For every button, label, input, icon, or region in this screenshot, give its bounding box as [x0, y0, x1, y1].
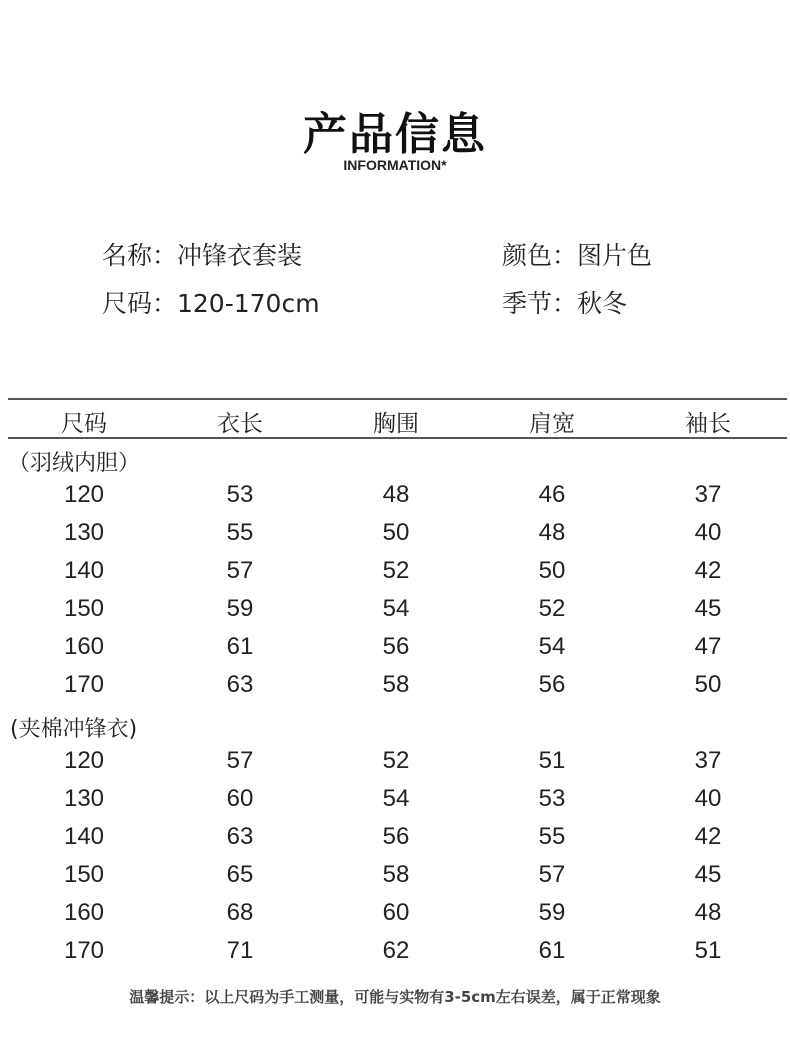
table-cell: 50 [382, 519, 410, 546]
table-cell: 47 [694, 633, 722, 660]
table-cell: 40 [694, 785, 722, 812]
table-cell: 42 [694, 823, 722, 850]
table-cell: 55 [226, 519, 254, 546]
table-cell: 54 [538, 633, 566, 660]
table-cell: 50 [538, 557, 566, 584]
table-cell: 50 [694, 671, 722, 698]
table-cell: 60 [226, 785, 254, 812]
table-cell: 160 [63, 633, 105, 660]
table-cell: 140 [63, 823, 105, 850]
table-cell: 130 [63, 519, 105, 546]
table-cell: 61 [226, 633, 254, 660]
table-cell: 170 [63, 937, 105, 964]
info-size: 尺码：120-170cm [102, 289, 320, 318]
table-cell: 62 [382, 937, 410, 964]
table-cell: 57 [226, 747, 254, 774]
table-cell: 170 [63, 671, 105, 698]
table-cell: 68 [226, 899, 254, 926]
table-cell: 48 [694, 899, 722, 926]
col-header-shoulder: 肩宽 [529, 411, 575, 437]
table-cell: 53 [226, 481, 254, 508]
table-cell: 160 [63, 899, 105, 926]
table-cell: 140 [63, 557, 105, 584]
page-title: 产品信息 [303, 109, 487, 160]
table-cell: 120 [63, 747, 105, 774]
table-cell: 130 [63, 785, 105, 812]
table-top-rule [8, 398, 787, 400]
table-cell: 37 [694, 481, 722, 508]
table-cell: 51 [538, 747, 566, 774]
table-cell: 59 [538, 899, 566, 926]
table-cell: 71 [226, 937, 254, 964]
info-season: 季节：秋冬 [502, 289, 628, 318]
table-cell: 58 [382, 861, 410, 888]
table-cell: 55 [538, 823, 566, 850]
table-cell: 52 [382, 747, 410, 774]
table-cell: 52 [382, 557, 410, 584]
table-cell: 45 [694, 861, 722, 888]
table-cell: 120 [63, 481, 105, 508]
table-cell: 54 [382, 595, 410, 622]
table-cell: 53 [538, 785, 566, 812]
table-cell: 54 [382, 785, 410, 812]
table-cell: 51 [694, 937, 722, 964]
table-cell: 46 [538, 481, 566, 508]
group-label-down-liner: （羽绒内胆） [8, 451, 141, 476]
col-header-sleeve: 袖长 [685, 411, 731, 437]
table-cell: 45 [694, 595, 722, 622]
table-cell: 60 [382, 899, 410, 926]
table-cell: 56 [382, 633, 410, 660]
table-cell: 56 [538, 671, 566, 698]
table-cell: 61 [538, 937, 566, 964]
table-cell: 40 [694, 519, 722, 546]
col-header-chest: 胸围 [373, 411, 419, 437]
col-header-length: 衣长 [217, 411, 263, 437]
table-cell: 48 [382, 481, 410, 508]
table-cell: 37 [694, 747, 722, 774]
table-cell: 59 [226, 595, 254, 622]
col-header-size: 尺码 [61, 411, 107, 437]
table-cell: 65 [226, 861, 254, 888]
info-color: 颜色：图片色 [502, 241, 653, 270]
group-label-padded-jacket: (夹棉冲锋衣) [10, 717, 138, 742]
table-cell: 63 [226, 671, 254, 698]
table-cell: 63 [226, 823, 254, 850]
table-cell: 58 [382, 671, 410, 698]
footer-note: 温馨提示：以上尺码为手工测量，可能与实物有3-5cm左右误差，属于正常现象 [129, 988, 661, 1006]
table-cell: 42 [694, 557, 722, 584]
table-cell: 150 [63, 861, 105, 888]
table-cell: 57 [538, 861, 566, 888]
table-cell: 48 [538, 519, 566, 546]
page-subtitle: INFORMATION* [343, 157, 447, 173]
info-name: 名称：冲锋衣套装 [102, 241, 303, 270]
table-cell: 57 [226, 557, 254, 584]
table-cell: 52 [538, 595, 566, 622]
table-cell: 150 [63, 595, 105, 622]
table-cell: 56 [382, 823, 410, 850]
